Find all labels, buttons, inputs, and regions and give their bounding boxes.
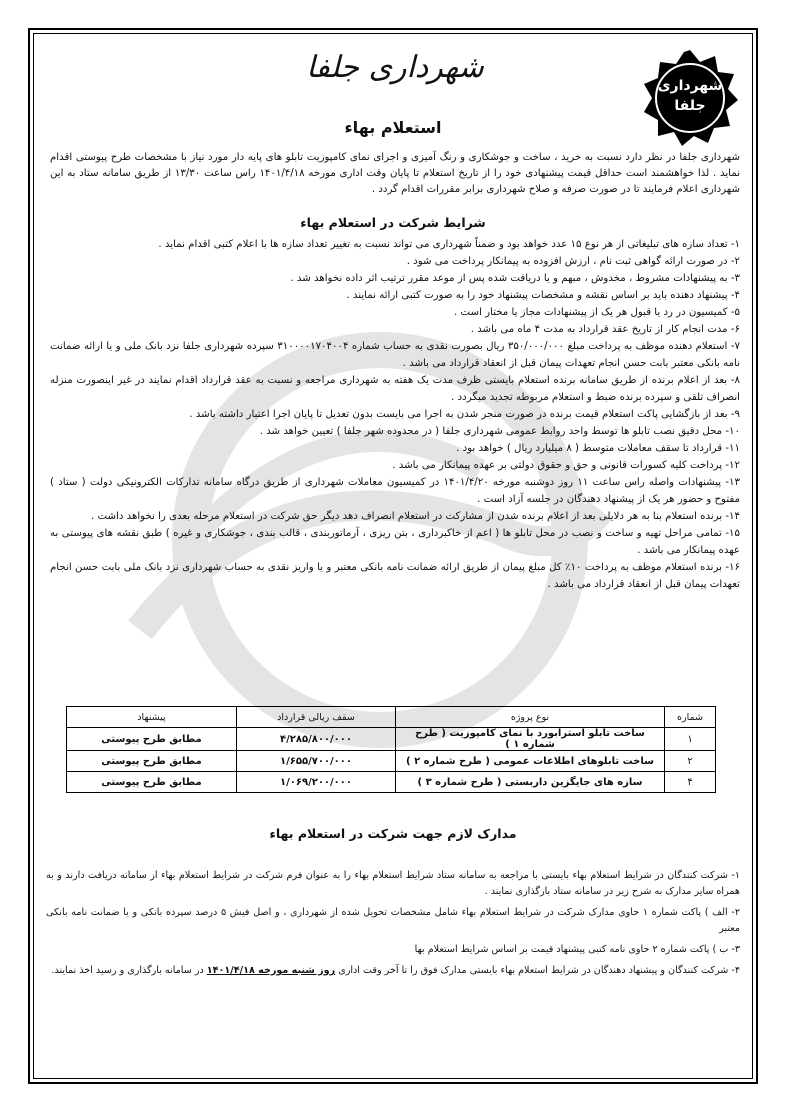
municipality-logo: [640, 48, 740, 148]
condition-item: ۸- بعد از اعلام برنده از طریق سامانه برنده استعلام بایستی ظرف مدت یک هفته به شهرداری مراجعه و نسبت به عقد قرارداد اقدام نمایند در غیر اینصورت منزله انصراف تلقی و سپرده برنده ضبط و استعلام مربوطه تجدید میگردد .: [50, 375, 740, 403]
condition-item: ۵- کمیسیون در رد یا قبول هر یک از پیشنهادات مجاز یا مختار است .: [454, 307, 740, 318]
condition-item: ۶- مدت انجام کار از تاریخ عقد قرارداد به مدت ۴ ماه می باشد .: [470, 324, 740, 335]
row-number: ۱: [665, 728, 716, 751]
row-project-type: ساخت تابلو استرابورد با نمای کامپوزیت ( طرح شماره ۱ ): [396, 728, 665, 751]
condition-item: ۱۰- محل دقیق نصب تابلو ها توسط واحد روابط عمومی شهرداری جلفا ( در محدوده شهر جلفا ) تعیین خواهد شد .: [259, 426, 740, 437]
row-contract-ceiling: ۱/۰۶۹/۲۰۰/۰۰۰: [237, 772, 396, 793]
table-row: [67, 751, 716, 772]
row-contract-ceiling: ۱/۶۵۵/۷۰۰/۰۰۰: [237, 751, 396, 772]
condition-item: ۲- در صورت ارائه گواهی ثبت نام ، ارزش افزوده به پیمانکار پرداخت می شود .: [406, 256, 740, 267]
header-project-type: نوع پروژه: [396, 707, 665, 728]
header-contract-ceiling: سقف ریالی قرارداد: [237, 707, 396, 728]
document-text: ۴- شرکت کنندگان و پیشنهاد دهندگان در شرایط استعلام بهاء بایستی مدارک فوق را تا آخر وقت اداری: [338, 965, 740, 976]
document-item: [46, 963, 740, 979]
conditions-title: شرایط شرکت در استعلام بهاء: [300, 215, 486, 230]
intro-paragraph: شهرداری جلفا در نظر دارد نسبت به خرید ، ساخت و جوشکاری و رنگ آمیزی و اجرای نمای کامپوزیت تابلو های پایه دار مورد نیاز با مشخصات طرح پیوستی اقدام نماید . لذا خواهشمند است حداقل قیمت پیشنهادی خود را از تاریخ استعلام تا پایان وقت اداری مورخه ۱۴۰۱/۴/۱۸ راس ساعت ۱۳/۳۰ از طریق سامانه ستاد به این شهرداری اعلام فرمایند تا در صورت صرفه و صلاح شهرداری برابر مقررات اقدام گردد .: [50, 152, 741, 195]
logo-text-line1: شهرداری: [657, 78, 723, 94]
deadline-date: روز شنبه مورخه ۱۴۰۱/۴/۱۸: [206, 965, 336, 976]
row-proposal: مطابق طرح پیوستی: [67, 772, 237, 793]
row-project-type: سازه های جایگزین داربستی ( طرح شماره ۳ ): [396, 772, 665, 793]
brand-calligraphy: شهرداری جلفا: [306, 50, 484, 85]
condition-item: ۱۱- قرارداد تا سقف معاملات متوسط ( ۸ میلیارد ریال ) خواهد بود .: [456, 443, 740, 454]
table-row: [67, 728, 716, 751]
condition-item: ۱۲- پرداخت کلیه کسورات قانونی و حق و حقوق دولتی بر عهده پیمانکار می باشد .: [392, 460, 740, 471]
document-item: ۱- شرکت کنندگان در شرایط استعلام بهاء بایستی با مراجعه به سامانه ستاد شرایط استعلام بهاء را به عنوان فرم شرکت در شرایط استعلام بهاء از سامانه دریافت دارند و به همراه سایر مدارک به شرح زیر در سامانه ستاد بارگذاری نمایند .: [46, 870, 740, 897]
documents-title: مدارک لازم جهت شرکت در استعلام بهاء: [269, 826, 517, 841]
row-project-type: ساخت تابلوهای اطلاعات عمومی ( طرح شماره ۲ ): [396, 751, 665, 772]
document-item: ۲- الف ) پاکت شماره ۱ حاوی مدارک شرکت در شرایط استعلام بهاء شامل مشخصات تحویل شده از شهرداری ، و اصل فیش ۵ درصد سپرده بانکی و یا ضمانت نامه بانکی معتبر: [46, 907, 740, 934]
conditions-list: [50, 236, 740, 593]
condition-item: ۳- به پیشنهادات مشروط ، مخدوش ، مبهم و یا دریافت شده پس از موعد مقرر ترتیب اثر داده نخواهد شد .: [290, 273, 740, 284]
condition-item: ۴- پیشنهاد دهنده باید بر اساس نقشه و مشخصات پیشنهاد خود را به صورت کتبی ارائه نمایند .: [346, 290, 740, 301]
condition-item: ۱۳- پیشنهادات واصله راس ساعت ۱۱ روز دوشنبه مورخه ۱۴۰۱/۴/۲۰ در کمیسیون معاملات شهرداری از طریق درگاه سامانه تدارکات الکترونیکی دولت ( ستاد ) مفتوح و حضور هر یک از پیشنهاد دهندگان در جلسه آزاد است .: [50, 477, 740, 505]
document-text: در سامانه بارگذاری و رسید اخذ نمایند.: [51, 965, 204, 976]
header-number: شماره: [665, 707, 716, 728]
document-item: ۳- ب ) پاکت شماره ۲ حاوی نامه کتبی پیشنهاد قیمت بر اساس شرایط استعلام بها: [414, 944, 740, 955]
logo-text-line2: جلفا: [674, 98, 706, 114]
row-contract-ceiling: ۴/۲۸۵/۸۰۰/۰۰۰: [237, 728, 396, 751]
condition-item: ۱۴- برنده استعلام بنا به هر دلایلی بعد از اعلام برنده شدن از مشارکت در استعلام انصراف دهد دیگر حق شرکت در استعلام مرحله بعدی را نخواهد داشت .: [90, 511, 740, 522]
table-row: [67, 772, 716, 793]
condition-item: ۷- استعلام دهنده موظف به پرداخت مبلغ ۳۵۰/۰۰۰/۰۰۰ ریال بصورت نقدی به حساب شماره ۳۱۰۰۰۰۱۷۰۴۰۰۴ سپرده شهرداری جلفا نزد بانک ملی و یا ارائه ضمانت نامه بانکی معتبر بابت حسن انجام تعهدات پیمان قبل از انعقاد قرارداد می باشد .: [50, 341, 740, 369]
row-proposal: مطابق طرح پیوستی: [67, 728, 237, 751]
row-number: ۲: [665, 751, 716, 772]
condition-item: ۱۵- تمامی مراحل تهیه و ساخت و نصب در محل تابلو ها ( اعم از خاکبرداری ، بتن ریزی ، آرماتوربندی ، قالب بندی ، جوشکاری و غیره ) طبق نقشه های پیوستی به عهده پیمانکار می باشد .: [50, 528, 740, 556]
table-header-row: [67, 707, 716, 728]
condition-item: ۱- تعداد سازه های تبلیغاتی از هر نوع ۱۵ عدد خواهد بود و ضمناً شهرداری می تواند نسبت به تغییر تعداد سازه ها با اعلام کتبی اقدام نماید .: [158, 239, 740, 250]
row-number: ۴: [665, 772, 716, 793]
projects-table: [66, 706, 716, 793]
page-title: استعلام بهاء: [344, 118, 442, 137]
condition-item: ۹- بعد از بازگشایی پاکت استعلام قیمت برنده در صورت منجر شدن به اجرا می بایست بدون تعدیل تا پایان اجرا اعتبار داشته باشد .: [189, 409, 740, 420]
header-proposal: پیشنهاد: [67, 707, 237, 728]
row-proposal: مطابق طرح پیوستی: [67, 751, 237, 772]
documents-list: [46, 868, 740, 984]
condition-item: ۱۶- برنده استعلام موظف به پرداخت ۱۰٪ کل مبلغ پیمان از طریق ارائه ضمانت نامه بانکی معتبر و یا واریز نقدی به حساب شهرداری نزد بانک ملی بابت حسن انجام تعهدات پیمان قبل از انعقاد قرارداد می باشد .: [50, 562, 740, 590]
